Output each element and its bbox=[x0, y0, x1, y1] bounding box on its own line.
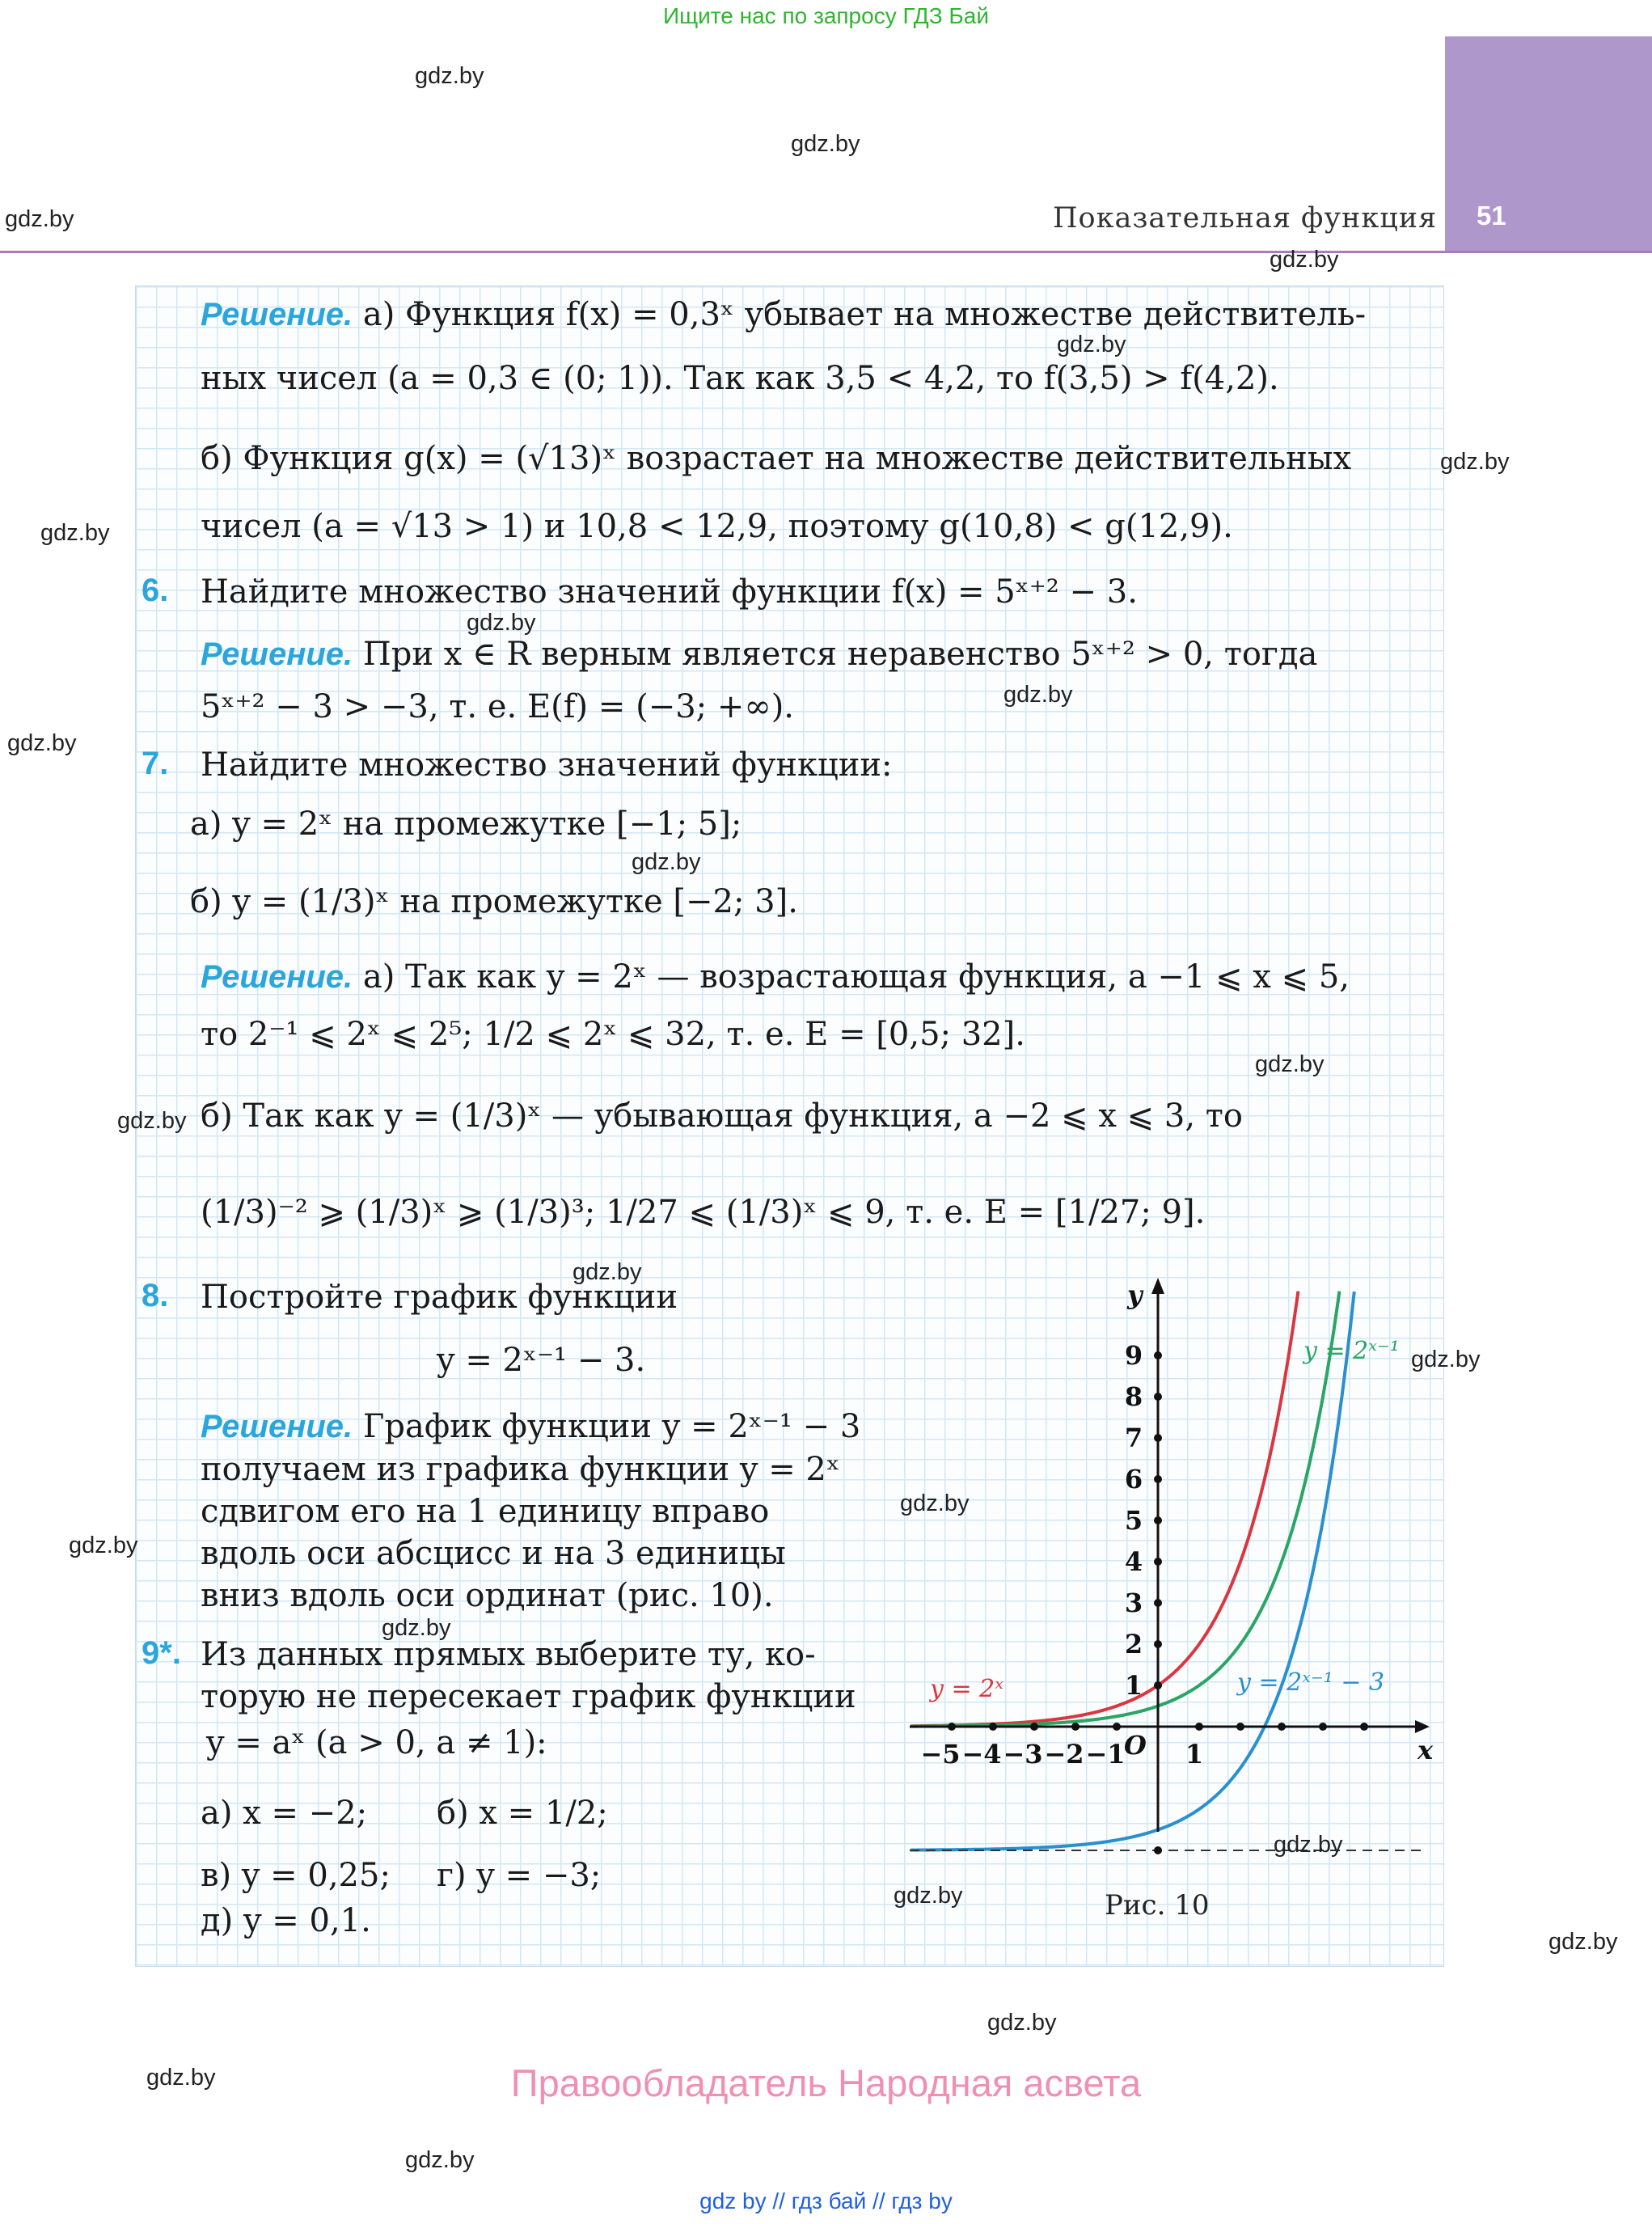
x-tick-dot bbox=[1195, 1723, 1203, 1731]
line-20: вдоль оси абсцисс и на 3 единицы bbox=[201, 1535, 786, 1572]
label-blue-curve: y = 2ˣ⁻¹ − 3 bbox=[1237, 1668, 1385, 1697]
y-tick-dot bbox=[1154, 1681, 1162, 1689]
watermark: gdz.by bbox=[791, 131, 860, 157]
watermark: gdz.by bbox=[1003, 682, 1073, 708]
x-tick-dot bbox=[1319, 1723, 1327, 1731]
x-tick-label: −2 bbox=[1044, 1739, 1084, 1769]
line-18: получаем из графика функции y = 2ˣ bbox=[201, 1451, 840, 1488]
x-tick-dot bbox=[948, 1723, 956, 1731]
y-tick-dot bbox=[1154, 1846, 1162, 1854]
watermark: gdz.by bbox=[382, 1615, 451, 1641]
task-7a: а) y = 2ˣ на промежутке [−1; 5]; bbox=[190, 805, 742, 843]
x-tick-dot bbox=[1360, 1723, 1368, 1731]
x-tick-label: −5 bbox=[920, 1739, 961, 1769]
line-7: 5ˣ⁺² − 3 > −3, т. е. E(f) = (−3; +∞). bbox=[201, 688, 795, 725]
y-tick-label: 1 bbox=[1124, 1670, 1143, 1701]
top-banner: Ищите нас по запросу ГДЗ Бай bbox=[662, 3, 990, 28]
watermark: gdz.by bbox=[40, 520, 110, 546]
y-tick-label: 5 bbox=[1124, 1505, 1143, 1536]
line-13: б) Так как y = (1/3)ˣ — убывающая функция, а −2 ⩽ x ⩽ 3, то bbox=[201, 1097, 1243, 1135]
line-22: Из данных прямых выберите ту, ко- bbox=[201, 1636, 816, 1673]
task-number-6: 6. bbox=[142, 573, 169, 608]
watermark: gdz.by bbox=[117, 1108, 187, 1134]
footer-links[interactable]: gdz by // гдз бай // гдз by bbox=[699, 2188, 953, 2213]
solution-label: Решение. bbox=[201, 636, 353, 672]
line-24: y = aˣ (a > 0, a ≠ 1): bbox=[206, 1724, 547, 1761]
watermark: gdz.by bbox=[1255, 1051, 1325, 1077]
y-tick-label: 8 bbox=[1124, 1381, 1143, 1412]
x-tick-dot bbox=[989, 1723, 997, 1731]
watermark: gdz.by bbox=[894, 1883, 963, 1909]
solution-label: Решение. bbox=[201, 959, 353, 995]
x-tick-dot bbox=[1071, 1723, 1080, 1731]
line-text: График функции y = 2ˣ⁻¹ − 3 bbox=[362, 1408, 861, 1445]
x-tick-dot bbox=[1278, 1723, 1286, 1731]
label-green-curve: y = 2ˣ⁻¹ bbox=[1303, 1337, 1400, 1365]
task-6-text: Найдите множество значений функции f(x) = 5ˣ⁺² − 3. bbox=[201, 573, 1138, 611]
line-2: ных чисел (a = 0,3 ∈ (0; 1)). Так как 3,5 < 4,2, то f(3,5) > f(4,2). bbox=[201, 360, 1279, 397]
task-7b: б) y = (1/3)ˣ на промежутке [−2; 3]. bbox=[190, 883, 798, 920]
watermark: gdz.by bbox=[987, 2010, 1057, 2036]
line-21: вниз вдоль оси ординат (рис. 10). bbox=[201, 1577, 774, 1614]
watermark: gdz.by bbox=[1057, 332, 1126, 357]
figure-caption: Рис. 10 bbox=[1105, 1889, 1210, 1922]
task-number-8: 8. bbox=[142, 1278, 169, 1313]
watermark: gdz.by bbox=[467, 610, 536, 636]
line-text: а) Так как y = 2ˣ — возрастающая функция, а −1 ⩽ x ⩽ 5, bbox=[362, 958, 1350, 996]
x-tick-label: −1 bbox=[1085, 1739, 1126, 1769]
task-8-formula: y = 2ˣ⁻¹ − 3. bbox=[437, 1342, 646, 1379]
watermark: gdz.by bbox=[69, 1533, 138, 1558]
option-a: а) x = −2; bbox=[201, 1795, 368, 1832]
y-tick-label: 7 bbox=[1124, 1423, 1143, 1453]
y-tick-label: 4 bbox=[1124, 1546, 1143, 1577]
y-tick-dot bbox=[1154, 1640, 1162, 1648]
option-b: б) x = 1/2; bbox=[437, 1795, 608, 1832]
watermark: gdz.by bbox=[572, 1259, 642, 1285]
copyright-owner: Правообладатель Народная асвета bbox=[510, 2061, 1142, 2104]
line-3: б) Функция g(x) = (√13)ˣ возрастает на множестве действительных bbox=[201, 440, 1352, 477]
task-7-text: Найдите множество значений функции: bbox=[201, 746, 893, 784]
figure-10 bbox=[889, 1270, 1447, 1933]
y-tick-label: 6 bbox=[1124, 1464, 1143, 1495]
line-1 bbox=[201, 293, 1366, 336]
line-text: При x ∈ R верным является неравенство 5ˣ⁺² > 0, тогда bbox=[362, 636, 1318, 673]
y-tick-label: 9 bbox=[1124, 1340, 1143, 1371]
y-tick-dot bbox=[1154, 1599, 1162, 1607]
task-number-7: 7. bbox=[142, 746, 169, 781]
line-19: сдвигом его на 1 единицу вправо bbox=[201, 1493, 770, 1530]
page-number: 51 bbox=[1477, 201, 1506, 230]
x-tick-dot bbox=[1236, 1723, 1244, 1731]
watermark: gdz.by bbox=[405, 2147, 475, 2173]
line-17 bbox=[201, 1405, 860, 1448]
x-axis-label: x bbox=[1418, 1735, 1434, 1765]
watermark: gdz.by bbox=[1411, 1347, 1481, 1372]
x-tick-label: −3 bbox=[1003, 1739, 1043, 1769]
watermark: gdz.by bbox=[1440, 449, 1510, 475]
header-rule bbox=[0, 251, 1652, 253]
watermark: gdz.by bbox=[415, 63, 484, 89]
line-14: (1/3)⁻² ⩾ (1/3)ˣ ⩾ (1/3)³; 1/27 ⩽ (1/3)ˣ ⩽ 9, т. е. E = [1/27; 9]. bbox=[201, 1194, 1206, 1231]
line-text: а) Функция f(x) = 0,3ˣ убывает на множестве действитель- bbox=[362, 296, 1367, 333]
y-tick-dot bbox=[1154, 1558, 1162, 1566]
option-v: в) y = 0,25; bbox=[201, 1857, 391, 1894]
y-tick-dot bbox=[1154, 1434, 1162, 1442]
y-tick-label: 2 bbox=[1124, 1629, 1143, 1660]
line-11 bbox=[201, 955, 1350, 999]
option-d: д) y = 0,1. bbox=[201, 1902, 371, 1939]
label-red-curve: y = 2ˣ bbox=[930, 1675, 1003, 1703]
line-4: чисел (a = √13 > 1) и 10,8 < 12,9, поэтому g(10,8) < g(12,9). bbox=[201, 508, 1233, 545]
line-23: торую не пересекает график функции bbox=[201, 1678, 856, 1715]
watermark: gdz.by bbox=[146, 2065, 216, 2091]
solution-label: Решение. bbox=[201, 297, 353, 332]
y-axis-arrow bbox=[1151, 1278, 1164, 1294]
watermark: gdz.by bbox=[5, 206, 74, 232]
watermark: gdz.by bbox=[632, 849, 701, 875]
y-tick-label: 3 bbox=[1124, 1588, 1143, 1618]
task-8-text: Постройте график функции bbox=[201, 1279, 678, 1316]
y-tick-dot bbox=[1154, 1393, 1162, 1401]
watermark: gdz.by bbox=[900, 1490, 970, 1516]
watermark: gdz.by bbox=[7, 730, 77, 756]
watermark: gdz.by bbox=[1270, 247, 1339, 273]
x-tick-label: −4 bbox=[961, 1739, 1002, 1769]
y-tick-dot bbox=[1154, 1475, 1162, 1483]
line-12: то 2⁻¹ ⩽ 2ˣ ⩽ 2⁵; 1/2 ⩽ 2ˣ ⩽ 32, т. е. E = [0,5; 32]. bbox=[201, 1016, 1025, 1053]
x-tick-label: 1 bbox=[1185, 1739, 1204, 1769]
solution-label: Решение. bbox=[201, 1409, 353, 1444]
y-tick-dot bbox=[1154, 1351, 1162, 1359]
watermark: gdz.by bbox=[1274, 1832, 1343, 1858]
task-number-9: 9*. bbox=[142, 1635, 181, 1671]
option-g: г) y = −3; bbox=[437, 1857, 602, 1894]
chapter-title: Показательная функция bbox=[1053, 202, 1438, 235]
watermark: gdz.by bbox=[1548, 1929, 1618, 1955]
x-tick-dot bbox=[1113, 1723, 1121, 1731]
origin-label: O bbox=[1124, 1730, 1147, 1761]
line-6 bbox=[201, 632, 1317, 676]
y-tick-dot bbox=[1154, 1516, 1162, 1524]
y-axis-label: y bbox=[1127, 1279, 1143, 1310]
x-tick-dot bbox=[1030, 1723, 1038, 1731]
x-axis-arrow bbox=[1415, 1720, 1430, 1733]
